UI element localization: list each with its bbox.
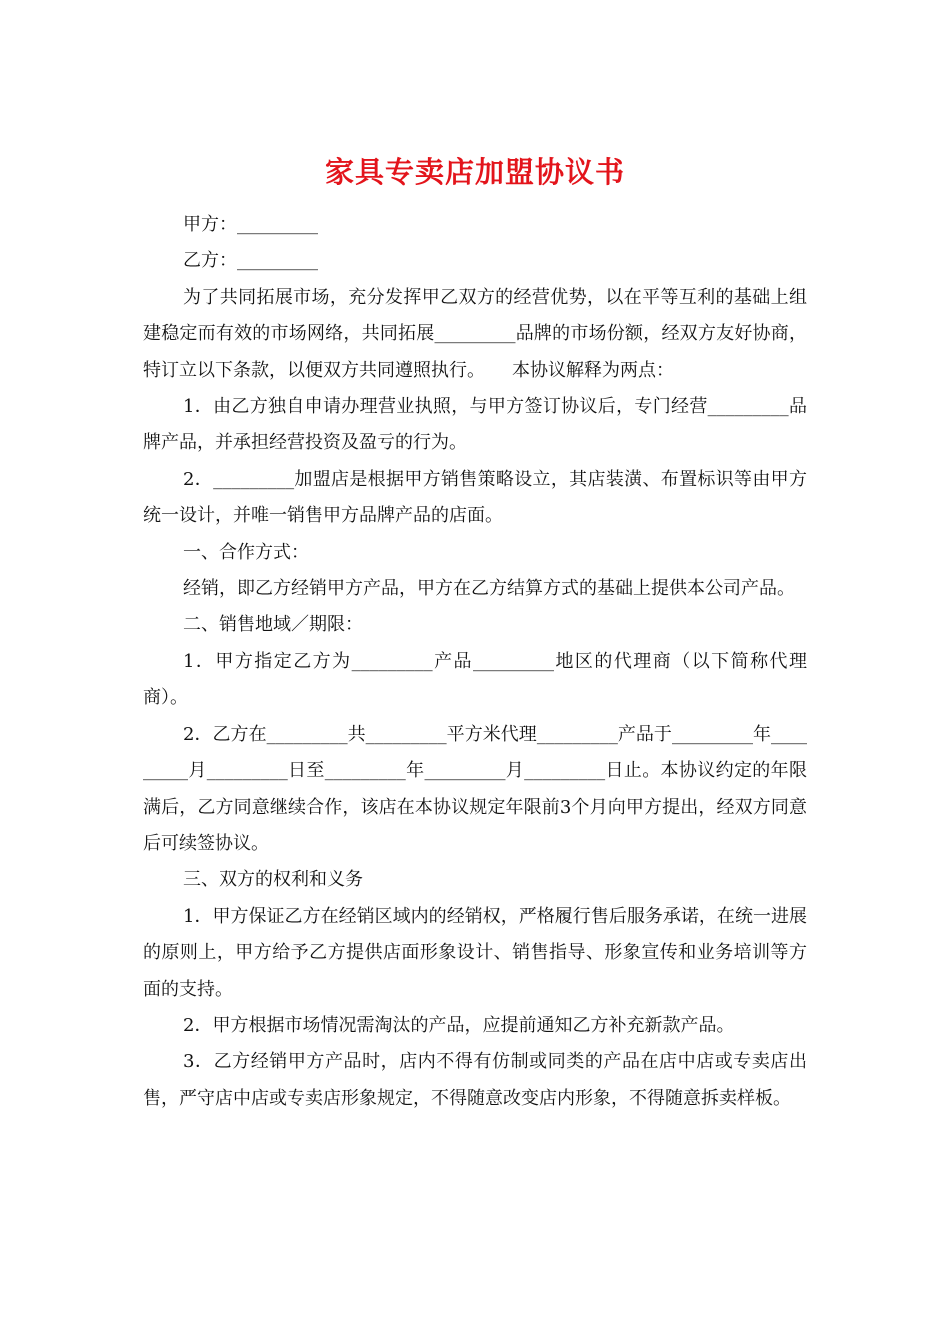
document-title: 家具专卖店加盟协议书 xyxy=(324,155,625,189)
clause-paragraph: 2．_________加盟店是根据甲方销售策略设立，其店装潢、布置标识等由甲方统一设计，并唯一销售甲方品牌产品的店面。 xyxy=(143,468,807,527)
section-heading: 三、双方的权利和义务 xyxy=(183,869,363,891)
clause-paragraph: 1．甲方保证乙方在经销区域内的经销权，严格履行售后服务承诺，在统一进展的原则上，甲方给予乙方提供店面形象设计、销售指导、形象宣传和业务培训等方面的支持。 xyxy=(143,905,807,1000)
document-body xyxy=(143,207,807,1117)
clause-paragraph: 3．乙方经销甲方产品时，店内不得有仿制或同类的产品在店中店或专卖店出售，严守店中店或专卖店形象规定，不得随意改变店内形象，不得随意拆卖样板。 xyxy=(143,1051,807,1109)
clause-paragraph: 2．甲方根据市场情况需淘汰的产品，应提前通知乙方补充新款产品。 xyxy=(183,1014,735,1036)
preamble-paragraph: 为了共同拓展市场，充分发挥甲乙双方的经营优势，以在平等互利的基础上组建稳定而有效的市场网络，共同拓展_________品牌的市场份额，经双方友好协商，特订立以下条款，以便双方共同遵照执行。 本协议解释为两点： xyxy=(143,286,807,381)
clause-paragraph: 经销，即乙方经销甲方产品，甲方在乙方结算方式的基础上提供本公司产品。 xyxy=(183,578,795,600)
party-a-line: 甲方：_________ xyxy=(183,214,318,235)
clause-paragraph: 1．由乙方独自申请办理营业执照，与甲方签订协议后，专门经营_________品牌产品，并承担经营投资及盈亏的行为。 xyxy=(143,396,807,454)
section-heading: 一、合作方式： xyxy=(183,541,309,563)
section-heading: 二、销售地域／期限： xyxy=(183,614,363,636)
party-b-line: 乙方：_________ xyxy=(183,250,318,272)
clause-paragraph: 1．甲方指定乙方为_________产品_________地区的代理商（以下简称代理商）。 xyxy=(143,650,807,709)
clause-paragraph: 2．乙方在_________共_________平方米代理_________产品于_________年_________月_________日至_________年_________月_________日止。本协议约定的年限满后，乙方同意继续合作，该店在本协议规定年限前3个月向甲方提出，经双方同意后可续签协议。 xyxy=(143,723,807,854)
